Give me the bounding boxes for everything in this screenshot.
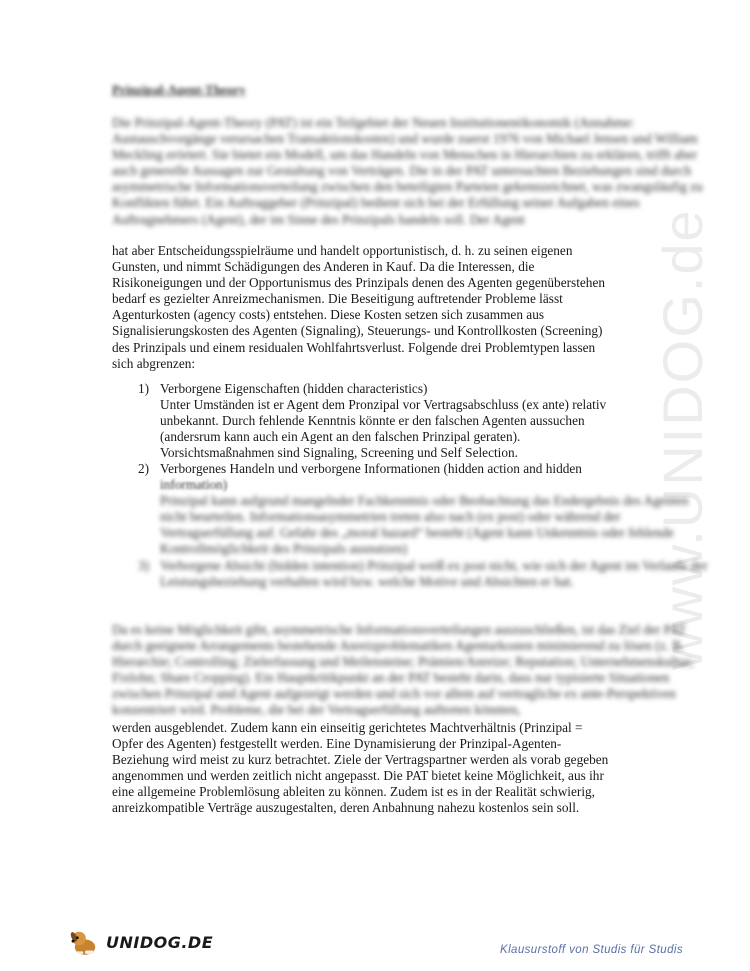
list-item-heading: Verborgenes Handeln und verborgene Informationen (hidden action and hidden xyxy=(160,461,582,476)
footer-logo[interactable] xyxy=(68,925,213,959)
footer-tagline: Klausurstoff von Studis für Studis xyxy=(500,944,683,956)
text-line: Vorsichtsmaßnahmen sind Signaling, Screening und Self Selection. xyxy=(160,445,518,461)
text-line: bedarf es gezielter Anreizmechanismen. Die Beseitigung auftretender Probleme lässt xyxy=(112,291,563,307)
text-line: eine allgemeine Problemlösung ableiten zu können. Zudem ist es in der Realität schwierig, xyxy=(112,784,595,800)
watermark: www.UNIDOG.de xyxy=(651,208,714,670)
text-line: Risikoneigungen und der Opportunismus des Prinzipals denen des Agenten gegenüberstehen xyxy=(112,275,605,291)
list-number: 1) xyxy=(138,381,150,396)
text-line: Unter Umständen ist er Agent dem Pronzipal vor Vertragsabschluss (ex ante) relativ xyxy=(160,397,607,413)
paragraph-2-visible xyxy=(112,720,712,817)
paragraph-2-blurred: Da es keine Möglichkeit gibt, asymmetrische Informationsverteilungen auszuschließen, ist das Ziel der PAT durch geeignete Arrangements bestehende Anreizproblematiken Agenturkosten minimierend zu lösen (z. B. Hierarchie; Controlling; Zielerfassung und Meilensteine; Prämien/Anreize; Reputation; Unternehmenskultur; Fixlohn; Share Cropping). Ein Hauptkritikpunkt an der PAT besteht darin, dass nur typisierte Situationen zwischen Prinzipal und Agent aufgezeigt werden und sich vor allem auf vertragliche ex ante-Perspektiven konzentriert wird. Probleme, die bei der Vertragserfüllung auftreten könnten, xyxy=(112,622,694,718)
text-line: hat aber Entscheidungsspielräume und handelt opportunistisch, d. h. zu seinen eigenen xyxy=(112,243,573,258)
text-line: Agenturkosten (agency costs) entstehen. Diese Kosten setzen sich zusammen aus xyxy=(112,307,545,323)
logo-text: UNIDOG.DE xyxy=(106,932,214,952)
text-line: unbekannt. Durch fehlende Kenntnis könnte er den falschen Agenten aussuchen xyxy=(160,413,585,429)
list-item-heading: Verborgene Eigenschaften (hidden characteristics) xyxy=(160,381,428,396)
list-number: 3) xyxy=(138,558,150,573)
text-line: sich abgrenzen: xyxy=(112,355,196,371)
text-line: anreizkompatible Verträge auszugestalten, deren Anbahnung nahezu kostenlos sein soll. xyxy=(112,800,580,816)
paragraph-1-visible xyxy=(112,243,712,372)
dog-mascot-icon xyxy=(68,925,102,959)
text-line: Signalisierungskosten des Agenten (Signaling), Steuerungs- und Kontrollkosten (Screening) xyxy=(112,323,603,339)
list-item-2-blurred: Prinzipal kann aufgrund mangelnder Fachkenntnis oder Beobachtung das Endergebnis des Agenten nicht beurteilen. Informationsasymmetrien treten also nach (ex post) oder während der Vertragserfüllung auf. Gefahr des „moral hazard“ besteht (Agent kann Unkenntnis oder fehlende Kontrollmöglichkeit des Prinzipals ausnutzen) xyxy=(160,493,689,557)
text-line: werden ausgeblendet. Zudem kann ein einseitig gerichtetes Machtverhältnis (Prinzipal = xyxy=(112,720,583,735)
text-line: angenommen und werden zeitlich nicht angepasst. Die PAT bietet keine Möglichkeit, aus ihr xyxy=(112,768,604,784)
text-line: Beziehung wird meist zu kurz betrachtet. Ziele der Vertragspartner werden als vorab gegeben xyxy=(112,752,609,768)
text-line: des Prinzipals und einem residualen Wohlfahrtsverlust. Folgende drei Problemtypen lassen xyxy=(112,339,596,355)
text-line: (andersrum kann auch ein Agent an den falschen Prinzipal geraten). xyxy=(160,429,521,445)
list-item-3-blurred: Verborgene Absicht (hidden intention) Prinzipal weiß ex post nicht, wie sich der Agent im Verlaufe der Leistungsbeziehung verhalten wird bzw. welche Motive und Absichten er hat. xyxy=(160,558,708,590)
list-item-heading-cont: information) xyxy=(160,477,228,493)
text-line: Gunsten, und nimmt Schädigungen des Anderen in Kauf. Da die Interessen, die xyxy=(112,259,535,275)
text-line: Opfer des Agenten) festgestellt werden. Eine Dynamisierung der Prinzipal-Agenten- xyxy=(112,736,562,752)
document-title: Prinzipal-Agent-Theory xyxy=(112,82,246,97)
list-number: 2) xyxy=(138,461,150,476)
paragraph-1-blurred: Die Prinzipal-Agent-Theory (PAT) ist ein Teilgebiet der Neuen Institutionenökonomik (Annahme: Austauschvorgänge verursachen Transaktionskosten) und wurde zuerst 1976 von Michael Jensen und William Meckling erörtert. Sie bietet ein Modell, um das Handeln von Menschen in Hierarchien zu erklären, trifft aber auch generelle Aussagen zur Gestaltung von Verträgen. Die in der PAT untersuchten Beziehungen sind durch asymmetrische Informationsverteilung zwischen den beteiligten Parteien gekennzeichnet, was zwangsläufig zu Konflikten führt. Ein Auftraggeber (Prinzipal) bedient sich bei der Erfüllung seiner Aufgaben eines Auftragnehmers (Agent), der im Sinne des Prinzipals handeln soll. Der Agent xyxy=(112,115,703,227)
